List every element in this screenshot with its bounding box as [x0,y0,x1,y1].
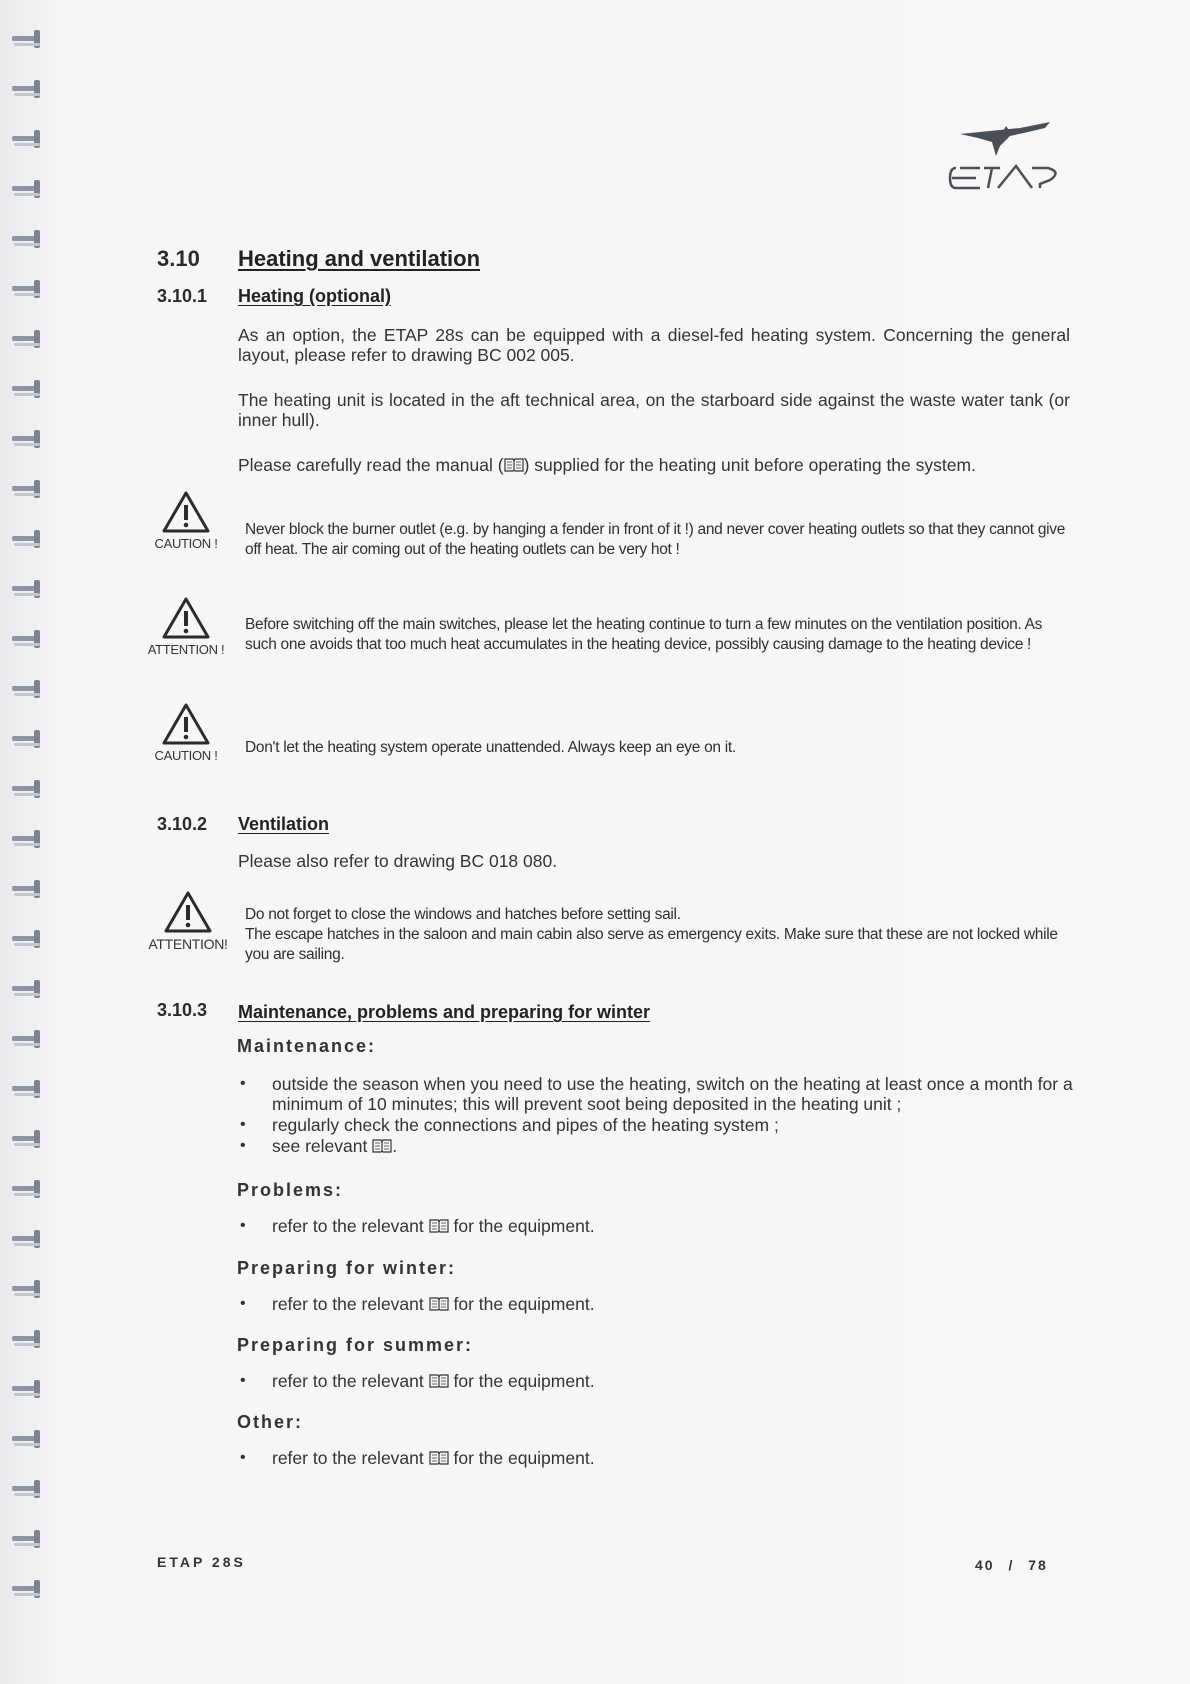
item-after-text: for the equipment. [453,1216,595,1236]
subsection-number-heating: 3.10.1 [157,286,208,306]
item-before-text: refer to the relevant [272,1294,424,1314]
binding-ring [8,30,44,50]
warning-label: ATTENTION ! [147,642,225,657]
warning-text-2: Before switching off the main switches, please let the heating continue to turn a few minutes on the ventilation position. As such one avoids that too much heat accumulates in the heating device, possibly causing damage to the heating device ! [245,616,1043,653]
ventilation-warning-line-1: Do not forget to close the windows and hatches before setting sail. [245,906,681,923]
binding-ring [8,730,44,750]
other-list [238,1448,1073,1469]
section-title: Heating and ventilation [238,246,481,271]
manual-book-icon [372,1137,392,1151]
ventilation-paragraph: Please also refer to drawing BC 018 080. [238,851,558,871]
binding-ring [8,1230,44,1250]
binding-ring [8,1480,44,1500]
binding-ring [8,1030,44,1050]
etap-logo [900,120,1070,210]
binding-ring [8,1430,44,1450]
list-item [238,1294,1073,1314]
list-item: • regularly check the connections and pipes of the heating system ; [238,1115,1073,1135]
binding-ring [8,1180,44,1200]
preparing-summer-heading: Preparing for summer: [237,1335,474,1355]
warning-label: CAUTION ! [154,536,218,551]
warning-label: ATTENTION! [148,936,228,952]
preparing-winter-heading: Preparing for winter: [237,1258,457,1278]
warning-triangle-icon [161,596,211,640]
subsection-title-ventilation: Ventilation [238,814,330,834]
binding-ring [8,780,44,800]
maintenance-list [238,1074,1073,1157]
subsection-number-maintenance: 3.10.3 [157,1000,208,1020]
ventilation-warning-line-2: The escape hatches in the saloon and main cabin also serve as emergency exits. Make sure that these are not locked while you are sailing. [245,926,1058,963]
binding-ring [8,980,44,1000]
binding-ring [8,530,44,550]
manual-book-icon [429,1295,449,1309]
ventilation-warning-text [245,905,1070,965]
warning-text-1: Never block the burner outlet (e.g. by hanging a fender in front of it !) and never cover heating outlets so that they cannot give off heat. The air coming out of the heating outlets can be very hot ! [245,521,1066,558]
caution-warning-3 [136,702,236,763]
binding-ring [8,380,44,400]
list-item [238,1371,1073,1391]
binding-ring [8,930,44,950]
binding-ring [8,1080,44,1100]
binding-ring [8,680,44,700]
footer-model: ETAP 28S [157,1554,246,1570]
problems-list [238,1216,1073,1237]
warning-triangle-icon [161,702,211,746]
binding-ring [8,1580,44,1600]
binding-ring [8,1530,44,1550]
attention-warning-ventilation [135,890,241,952]
subsection-title-heating: Heating (optional) [238,286,391,306]
list-item: • see relevant . [238,1136,1073,1156]
binding-ring [8,480,44,500]
item-before-text: refer to the relevant [272,1216,424,1236]
binding-ring [8,230,44,250]
other-heading: Other: [237,1412,303,1432]
see-relevant-text: see relevant [272,1136,368,1156]
heating-paragraph-3 [238,455,1070,475]
winter-list [238,1294,1073,1315]
binding-ring [8,1130,44,1150]
binding-ring [8,880,44,900]
heating-paragraph-2: The heating unit is located in the aft technical area, on the starboard side against the waste water tank (or inner hull). [238,390,1070,430]
binding-ring [8,830,44,850]
warning-triangle-icon [163,890,213,934]
manual-book-icon [429,1372,449,1386]
binding-ring [8,1380,44,1400]
subsection-number-ventilation: 3.10.2 [157,814,208,834]
list-item [238,1216,1073,1236]
page-separator: / [1008,1557,1015,1573]
attention-warning-2 [136,596,236,657]
total-pages: 78 [1028,1557,1048,1573]
binding-ring [8,580,44,600]
page-number [975,1557,1048,1573]
binding-ring [8,330,44,350]
binding-ring [8,630,44,650]
subsection-title-maintenance: Maintenance, problems and preparing for winter [238,1002,651,1022]
item-before-text: refer to the relevant [272,1371,424,1391]
spiral-binding [8,30,48,1650]
item-before-text: refer to the relevant [272,1448,424,1468]
heating-paragraph-1: As an option, the ETAP 28s can be equipped with a diesel-fed heating system. Concerning the general layout, please refer to drawing BC 002 005. [238,325,1070,365]
binding-ring [8,130,44,150]
binding-ring [8,80,44,100]
caution-warning-1 [136,490,236,551]
list-item [238,1448,1073,1468]
problems-heading: Problems: [237,1180,344,1200]
manual-book-icon [504,456,524,470]
warning-text-3: Don't let the heating system operate unattended. Always keep an eye on it. [245,739,736,756]
binding-ring [8,180,44,200]
warning-label: CAUTION ! [154,748,218,763]
item-after-text: for the equipment. [453,1371,595,1391]
heating-paragraph-3-before: Please carefully read the manual ( [238,455,504,475]
item-after-text: for the equipment. [453,1448,595,1468]
warning-triangle-icon [161,490,211,534]
binding-ring [8,1330,44,1350]
heating-paragraph-3-after: ) supplied for the heating unit before operating the system. [523,455,976,475]
binding-ring [8,1280,44,1300]
current-page: 40 [975,1557,995,1573]
binding-ring [8,430,44,450]
binding-ring [8,280,44,300]
summer-list [238,1371,1073,1392]
section-number: 3.10 [157,246,200,271]
manual-book-icon [429,1449,449,1463]
maintenance-heading: Maintenance: [237,1036,377,1056]
manual-book-icon [429,1217,449,1231]
item-after-text: for the equipment. [453,1294,595,1314]
list-item: • outside the season when you need to use the heating, switch on the heating at least once a month for a minimum of 10 minutes; this will prevent soot being deposited in the heating unit ; [238,1074,1073,1114]
